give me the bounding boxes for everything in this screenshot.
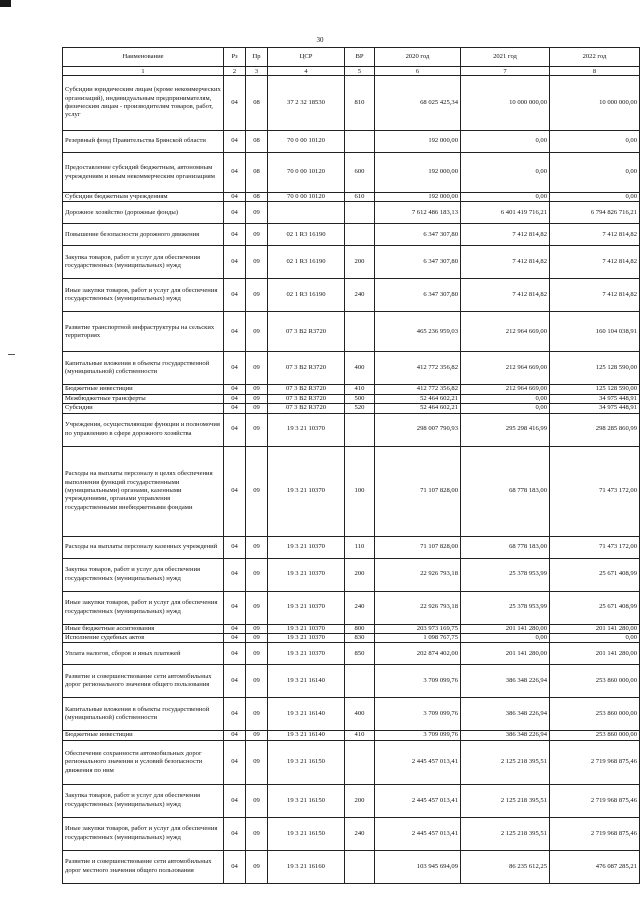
cell-rz: 04 xyxy=(224,153,246,193)
cell-csr: 19 3 21 16150 xyxy=(268,740,345,784)
cell-vr xyxy=(345,665,375,698)
cell-csr: 70 0 00 10120 xyxy=(268,153,345,193)
cell-2022: 253 860 000,00 xyxy=(550,731,640,740)
table-row xyxy=(63,731,640,740)
table-row xyxy=(63,817,640,850)
cell-2022: 7 412 814,82 xyxy=(550,224,640,246)
cell-vr: 610 xyxy=(345,193,375,202)
cell-rz: 04 xyxy=(224,536,246,558)
cell-pr: 09 xyxy=(246,698,268,731)
cell-pr: 09 xyxy=(246,279,268,312)
cell-2020: 3 709 099,76 xyxy=(375,698,461,731)
cell-csr: 07 3 B2 R3720 xyxy=(268,404,345,413)
cell-name: Предоставление субсидий бюджетным, автономным учреждениям и иным некоммерческим организациям xyxy=(63,153,224,193)
cell-rz: 04 xyxy=(224,817,246,850)
col-header-2022: 2022 год xyxy=(550,48,640,67)
cell-2022: 25 671 408,99 xyxy=(550,591,640,624)
cell-pr: 09 xyxy=(246,404,268,413)
cell-vr xyxy=(345,312,375,352)
cell-rz: 04 xyxy=(224,740,246,784)
cell-rz: 04 xyxy=(224,413,246,446)
table-row xyxy=(63,193,640,202)
cell-pr: 09 xyxy=(246,558,268,591)
cell-pr: 09 xyxy=(246,624,268,633)
cell-2022: 7 412 814,82 xyxy=(550,246,640,279)
cell-name: Учреждения, осуществляющие функции и полномочия по управлению в сфере дорожного хозяйства xyxy=(63,413,224,446)
cell-pr: 09 xyxy=(246,850,268,883)
cell-name: Расходы на выплаты персоналу казенных учреждений xyxy=(63,536,224,558)
cell-vr xyxy=(345,740,375,784)
cell-csr: 19 3 21 10370 xyxy=(268,413,345,446)
cell-2021: 0,00 xyxy=(461,153,550,193)
cell-pr: 09 xyxy=(246,591,268,624)
cell-rz: 04 xyxy=(224,352,246,385)
col-number: 1 xyxy=(63,67,224,76)
cell-rz: 04 xyxy=(224,246,246,279)
cell-name: Резервный фонд Правительства Брянской области xyxy=(63,131,224,153)
cell-vr: 240 xyxy=(345,817,375,850)
cell-2022: 34 975 448,91 xyxy=(550,404,640,413)
cell-2021: 295 298 416,99 xyxy=(461,413,550,446)
table-row xyxy=(63,558,640,591)
cell-rz: 04 xyxy=(224,643,246,665)
cell-vr: 800 xyxy=(345,624,375,633)
cell-vr: 810 xyxy=(345,76,375,131)
cell-2022: 2 719 968 875,46 xyxy=(550,784,640,817)
table-row xyxy=(63,404,640,413)
cell-2021: 7 412 814,82 xyxy=(461,279,550,312)
cell-name: Закупка товаров, работ и услуг для обеспечения государственных (муниципальных) нужд xyxy=(63,246,224,279)
col-header-2020: 2020 год xyxy=(375,48,461,67)
cell-2020: 3 709 099,76 xyxy=(375,731,461,740)
cell-2021: 386 348 226,94 xyxy=(461,731,550,740)
cell-2022: 0,00 xyxy=(550,193,640,202)
cell-2022: 298 285 860,99 xyxy=(550,413,640,446)
cell-2021: 2 125 218 395,51 xyxy=(461,740,550,784)
table-row xyxy=(63,784,640,817)
cell-2020: 412 772 356,82 xyxy=(375,352,461,385)
cell-csr: 70 0 00 10120 xyxy=(268,193,345,202)
cell-csr: 02 1 R3 16190 xyxy=(268,246,345,279)
cell-csr: 19 3 21 16150 xyxy=(268,817,345,850)
page-number: 30 xyxy=(316,36,324,44)
cell-csr: 70 0 00 10120 xyxy=(268,131,345,153)
cell-rz: 04 xyxy=(224,193,246,202)
cell-vr: 600 xyxy=(345,153,375,193)
cell-pr: 09 xyxy=(246,224,268,246)
cell-2021: 0,00 xyxy=(461,193,550,202)
cell-pr: 09 xyxy=(246,643,268,665)
cell-2021: 68 778 183,00 xyxy=(461,536,550,558)
cell-2021: 0,00 xyxy=(461,634,550,643)
cell-pr: 08 xyxy=(246,193,268,202)
cell-2021: 7 412 814,82 xyxy=(461,246,550,279)
cell-csr: 19 3 21 10370 xyxy=(268,558,345,591)
cell-csr: 19 3 21 10370 xyxy=(268,591,345,624)
cell-2022: 0,00 xyxy=(550,153,640,193)
cell-csr: 19 3 21 16160 xyxy=(268,850,345,883)
cell-2020: 6 347 307,80 xyxy=(375,246,461,279)
cell-csr: 07 3 B2 R3720 xyxy=(268,385,345,394)
cell-rz: 04 xyxy=(224,665,246,698)
cell-2022: 253 860 000,00 xyxy=(550,665,640,698)
col-header-pr: Пр xyxy=(246,48,268,67)
col-number: 4 xyxy=(268,67,345,76)
table-row xyxy=(63,153,640,193)
cell-rz: 04 xyxy=(224,624,246,633)
cell-2022: 160 104 038,91 xyxy=(550,312,640,352)
cell-2020: 22 926 793,18 xyxy=(375,591,461,624)
cell-2022: 25 671 408,99 xyxy=(550,558,640,591)
cell-name: Иные закупки товаров, работ и услуг для обеспечения государственных (муниципальных) нужд xyxy=(63,279,224,312)
cell-2021: 386 348 226,94 xyxy=(461,665,550,698)
cell-2020: 103 945 694,09 xyxy=(375,850,461,883)
cell-2022: 71 473 172,00 xyxy=(550,446,640,536)
cell-2021: 7 412 814,82 xyxy=(461,224,550,246)
cell-vr: 240 xyxy=(345,591,375,624)
table-row xyxy=(63,352,640,385)
cell-2022: 6 794 826 716,21 xyxy=(550,202,640,224)
cell-2020: 192 000,00 xyxy=(375,193,461,202)
cell-pr: 09 xyxy=(246,665,268,698)
cell-vr: 500 xyxy=(345,394,375,403)
cell-pr: 09 xyxy=(246,817,268,850)
col-header-name: Наименование xyxy=(63,48,224,67)
table-body xyxy=(63,76,640,884)
cell-rz: 04 xyxy=(224,279,246,312)
cell-rz: 04 xyxy=(224,784,246,817)
cell-2020: 71 107 828,00 xyxy=(375,536,461,558)
cell-csr: 07 3 B2 R3720 xyxy=(268,312,345,352)
cell-rz: 04 xyxy=(224,202,246,224)
cell-rz: 04 xyxy=(224,558,246,591)
cell-2020: 6 347 307,80 xyxy=(375,224,461,246)
cell-2020: 71 107 828,00 xyxy=(375,446,461,536)
cell-csr: 37 2 32 18530 xyxy=(268,76,345,131)
cell-2020: 68 025 425,34 xyxy=(375,76,461,131)
cell-2020: 22 926 793,18 xyxy=(375,558,461,591)
budget-table xyxy=(62,47,640,884)
table-row xyxy=(63,698,640,731)
cell-pr: 08 xyxy=(246,153,268,193)
col-number: 2 xyxy=(224,67,246,76)
cell-vr: 110 xyxy=(345,536,375,558)
cell-2021: 2 125 218 395,51 xyxy=(461,817,550,850)
table-row xyxy=(63,643,640,665)
cell-2020: 52 464 602,21 xyxy=(375,404,461,413)
cell-2022: 125 128 590,00 xyxy=(550,385,640,394)
cell-vr: 850 xyxy=(345,643,375,665)
cell-pr: 08 xyxy=(246,131,268,153)
table-row xyxy=(63,413,640,446)
cell-name: Уплата налогов, сборов и иных платежей xyxy=(63,643,224,665)
cell-name: Повышение безопасности дорожного движения xyxy=(63,224,224,246)
cell-2022: 7 412 814,82 xyxy=(550,279,640,312)
cell-2020: 192 000,00 xyxy=(375,153,461,193)
cell-pr: 09 xyxy=(246,413,268,446)
cell-vr xyxy=(345,850,375,883)
cell-pr: 09 xyxy=(246,784,268,817)
cell-2021: 0,00 xyxy=(461,394,550,403)
cell-vr: 200 xyxy=(345,246,375,279)
cell-vr: 400 xyxy=(345,698,375,731)
cell-rz: 04 xyxy=(224,312,246,352)
cell-vr xyxy=(345,413,375,446)
cell-rz: 04 xyxy=(224,394,246,403)
cell-csr: 19 3 21 10370 xyxy=(268,643,345,665)
cell-2021: 68 778 183,00 xyxy=(461,446,550,536)
cell-2021: 6 401 419 716,21 xyxy=(461,202,550,224)
cell-csr: 07 3 B2 R3720 xyxy=(268,394,345,403)
cell-csr xyxy=(268,202,345,224)
cell-2020: 202 874 402,00 xyxy=(375,643,461,665)
cell-name: Развитие и совершенствование сети автомобильных дорог регионального значения общего пользования xyxy=(63,665,224,698)
cell-name: Закупка товаров, работ и услуг для обеспечения государственных (муниципальных) нужд xyxy=(63,558,224,591)
table-row xyxy=(63,591,640,624)
cell-name: Иные закупки товаров, работ и услуг для обеспечения государственных (муниципальных) нужд xyxy=(63,591,224,624)
cell-name: Капитальные вложения в объекты государственной (муниципальной) собственности xyxy=(63,352,224,385)
cell-vr: 200 xyxy=(345,784,375,817)
table-row xyxy=(63,76,640,131)
cell-2022: 253 860 000,00 xyxy=(550,698,640,731)
cell-2021: 10 000 000,00 xyxy=(461,76,550,131)
cell-rz: 04 xyxy=(224,731,246,740)
cell-2021: 212 964 669,00 xyxy=(461,385,550,394)
cell-2022: 0,00 xyxy=(550,131,640,153)
cell-name: Закупка товаров, работ и услуг для обеспечения государственных (муниципальных) нужд xyxy=(63,784,224,817)
col-header-2021: 2021 год xyxy=(461,48,550,67)
cell-pr: 09 xyxy=(246,536,268,558)
cell-2020: 1 098 767,75 xyxy=(375,634,461,643)
cell-2022: 34 975 448,91 xyxy=(550,394,640,403)
cell-pr: 09 xyxy=(246,634,268,643)
cell-name: Иные закупки товаров, работ и услуг для обеспечения государственных (муниципальных) нужд xyxy=(63,817,224,850)
scan-corner-mark xyxy=(0,0,11,7)
table-row xyxy=(63,385,640,394)
cell-rz: 04 xyxy=(224,446,246,536)
cell-rz: 04 xyxy=(224,76,246,131)
cell-rz: 04 xyxy=(224,591,246,624)
cell-pr: 09 xyxy=(246,731,268,740)
cell-vr: 200 xyxy=(345,558,375,591)
cell-2022: 71 473 172,00 xyxy=(550,536,640,558)
table-row xyxy=(63,850,640,883)
cell-2022: 476 087 285,21 xyxy=(550,850,640,883)
cell-2020: 465 236 959,03 xyxy=(375,312,461,352)
table-row xyxy=(63,279,640,312)
col-number: 8 xyxy=(550,67,640,76)
cell-pr: 09 xyxy=(246,385,268,394)
cell-2022: 2 719 968 875,46 xyxy=(550,740,640,784)
cell-vr: 410 xyxy=(345,731,375,740)
col-number: 7 xyxy=(461,67,550,76)
cell-csr: 02 1 R3 16190 xyxy=(268,224,345,246)
cell-pr: 08 xyxy=(246,76,268,131)
cell-csr: 07 3 B2 R3720 xyxy=(268,352,345,385)
cell-csr: 19 3 21 10370 xyxy=(268,536,345,558)
cell-pr: 09 xyxy=(246,246,268,279)
cell-vr: 240 xyxy=(345,279,375,312)
table-row xyxy=(63,131,640,153)
cell-vr: 410 xyxy=(345,385,375,394)
cell-2020: 298 007 790,93 xyxy=(375,413,461,446)
cell-csr: 19 3 21 16140 xyxy=(268,698,345,731)
table-row xyxy=(63,246,640,279)
cell-name: Субсидии юридическим лицам (кроме некоммерческих организаций), индивидуальным предпринимателям, физическим лицам - производителям товаров, работ, услуг xyxy=(63,76,224,131)
cell-name: Субсидии бюджетным учреждениям xyxy=(63,193,224,202)
cell-2021: 25 378 953,99 xyxy=(461,558,550,591)
cell-2022: 201 141 280,00 xyxy=(550,643,640,665)
cell-2021: 386 348 226,94 xyxy=(461,698,550,731)
col-header-csr: ЦСР xyxy=(268,48,345,67)
table-row xyxy=(63,446,640,536)
cell-csr: 19 3 21 16150 xyxy=(268,784,345,817)
cell-2021: 201 141 280,00 xyxy=(461,624,550,633)
table-row xyxy=(63,634,640,643)
cell-2020: 2 445 457 013,41 xyxy=(375,740,461,784)
cell-name: Исполнение судебных актов xyxy=(63,634,224,643)
cell-2021: 86 235 612,25 xyxy=(461,850,550,883)
cell-rz: 04 xyxy=(224,698,246,731)
cell-csr: 19 3 21 10370 xyxy=(268,624,345,633)
cell-2022: 10 000 000,00 xyxy=(550,76,640,131)
cell-2021: 0,00 xyxy=(461,404,550,413)
col-number: 5 xyxy=(345,67,375,76)
cell-pr: 09 xyxy=(246,202,268,224)
scan-margin-mark xyxy=(8,354,15,355)
cell-2020: 2 445 457 013,41 xyxy=(375,817,461,850)
cell-name: Капитальные вложения в объекты государственной (муниципальной) собственности xyxy=(63,698,224,731)
cell-csr: 19 3 21 10370 xyxy=(268,634,345,643)
cell-csr: 19 3 21 16140 xyxy=(268,665,345,698)
cell-csr: 19 3 21 16140 xyxy=(268,731,345,740)
cell-rz: 04 xyxy=(224,385,246,394)
cell-pr: 09 xyxy=(246,394,268,403)
column-number-row xyxy=(63,67,640,76)
cell-2021: 25 378 953,99 xyxy=(461,591,550,624)
cell-name: Субсидии xyxy=(63,404,224,413)
cell-2020: 412 772 356,82 xyxy=(375,385,461,394)
cell-2020: 203 973 169,75 xyxy=(375,624,461,633)
cell-vr xyxy=(345,202,375,224)
cell-vr: 100 xyxy=(345,446,375,536)
col-number: 3 xyxy=(246,67,268,76)
cell-2021: 212 964 669,00 xyxy=(461,312,550,352)
cell-rz: 04 xyxy=(224,224,246,246)
cell-rz: 04 xyxy=(224,634,246,643)
cell-name: Дорожное хозяйство (дорожные фонды) xyxy=(63,202,224,224)
table-row xyxy=(63,740,640,784)
cell-rz: 04 xyxy=(224,131,246,153)
cell-2021: 2 125 218 395,51 xyxy=(461,784,550,817)
cell-vr xyxy=(345,131,375,153)
table-row xyxy=(63,536,640,558)
cell-2020: 7 612 486 183,13 xyxy=(375,202,461,224)
cell-2020: 2 445 457 013,41 xyxy=(375,784,461,817)
cell-pr: 09 xyxy=(246,312,268,352)
cell-name: Обеспечение сохранности автомобильных дорог регионального значения и условий безопасности движения по ним xyxy=(63,740,224,784)
cell-2021: 212 964 669,00 xyxy=(461,352,550,385)
table-row xyxy=(63,394,640,403)
header-row xyxy=(63,48,640,67)
cell-2020: 192 000,00 xyxy=(375,131,461,153)
cell-name: Развитие и совершенствование сети автомобильных дорог местного значения общего пользования xyxy=(63,850,224,883)
cell-2021: 201 141 280,00 xyxy=(461,643,550,665)
cell-vr: 830 xyxy=(345,634,375,643)
cell-pr: 09 xyxy=(246,352,268,385)
cell-rz: 04 xyxy=(224,404,246,413)
cell-vr: 520 xyxy=(345,404,375,413)
cell-pr: 09 xyxy=(246,740,268,784)
cell-vr xyxy=(345,224,375,246)
table-row xyxy=(63,202,640,224)
cell-rz: 04 xyxy=(224,850,246,883)
cell-name: Развитие транспортной инфраструктуры на сельских территориях xyxy=(63,312,224,352)
table-row xyxy=(63,665,640,698)
cell-2020: 52 464 602,21 xyxy=(375,394,461,403)
cell-2020: 6 347 307,80 xyxy=(375,279,461,312)
cell-2022: 201 141 280,00 xyxy=(550,624,640,633)
col-header-vr: ВР xyxy=(345,48,375,67)
cell-pr: 09 xyxy=(246,446,268,536)
cell-2022: 125 128 590,00 xyxy=(550,352,640,385)
col-header-rz: Рз xyxy=(224,48,246,67)
cell-name: Расходы на выплаты персоналу в целях обеспечения выполнения функций государственными (муниципальными) органами, казенными учреждениями, органами управления государственными внебюджетными фондами xyxy=(63,446,224,536)
cell-2022: 0,00 xyxy=(550,634,640,643)
col-number: 6 xyxy=(375,67,461,76)
cell-2020: 3 709 099,76 xyxy=(375,665,461,698)
cell-name: Бюджетные инвестиции xyxy=(63,385,224,394)
cell-2022: 2 719 968 875,46 xyxy=(550,817,640,850)
cell-csr: 19 3 21 10370 xyxy=(268,446,345,536)
cell-name: Межбюджетные трансферты xyxy=(63,394,224,403)
cell-csr: 02 1 R3 16190 xyxy=(268,279,345,312)
cell-name: Бюджетные инвестиции xyxy=(63,731,224,740)
table-row xyxy=(63,624,640,633)
table-row xyxy=(63,312,640,352)
cell-vr: 400 xyxy=(345,352,375,385)
table-row xyxy=(63,224,640,246)
cell-name: Иные бюджетные ассигнования xyxy=(63,624,224,633)
cell-2021: 0,00 xyxy=(461,131,550,153)
